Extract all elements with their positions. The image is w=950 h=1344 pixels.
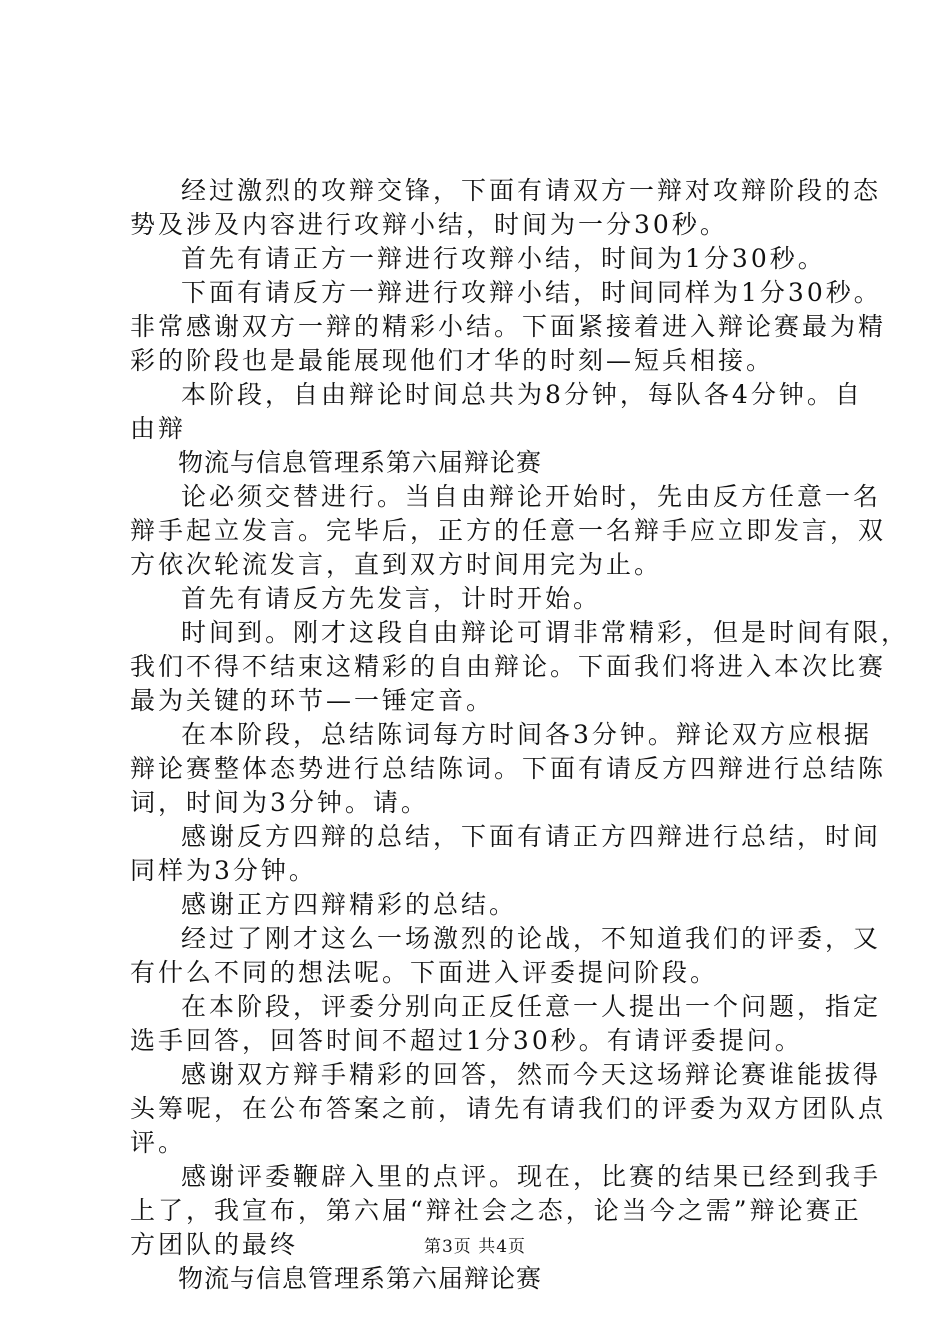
paragraph-line: 首先有请反方先发言，计时开始。 — [181, 584, 602, 613]
paragraph-line: 评。 — [130, 1128, 187, 1157]
paragraph-line: 本阶段，自由辩论时间总共为8分钟，每队各4分钟。自 — [181, 380, 863, 409]
paragraph-line: 头筹呢，在公布答案之前，请先有请我们的评委为双方团队点 — [130, 1094, 887, 1123]
paragraph-line: 词，时间为3分钟。请。 — [130, 788, 429, 817]
paragraph-line: 经过了刚才这么一场激烈的论战，不知道我们的评委，又 — [181, 924, 882, 953]
paragraph-line: 上了，我宣布，第六届“辩社会之态，论当今之需”辩论赛正 — [130, 1196, 862, 1225]
paragraph-line: 时间到。刚才这段自由辩论可谓非常精彩，但是时间有限， — [181, 618, 910, 647]
paragraph-line: 感谢评委鞭辟入里的点评。现在，比赛的结果已经到我手 — [181, 1162, 882, 1191]
paragraph-line: 选手回答，回答时间不超过1分30秒。有请评委提问。 — [130, 1026, 803, 1055]
paragraph-line: 下面有请反方一辩进行攻辩小结，时间同样为1分30秒。 — [181, 278, 882, 307]
paragraph-line: 彩的阶段也是最能展现他们才华的时刻—短兵相接。 — [130, 346, 775, 375]
running-header-line: 物流与信息管理系第六届辩论赛 — [178, 448, 543, 477]
page-footer: 第3页 共4页 — [423, 1237, 527, 1257]
paragraph-line: 在本阶段，总结陈词每方时间各3分钟。辩论双方应根据 — [181, 720, 872, 749]
paragraph-line: 方依次轮流发言，直到双方时间用完为止。 — [130, 550, 663, 579]
paragraph-line: 在本阶段，评委分别向正反任意一人提出一个问题，指定 — [181, 992, 882, 1021]
paragraph-line: 有什么不同的想法呢。下面进入评委提问阶段。 — [130, 958, 719, 987]
paragraph-line: 经过激烈的攻辩交锋，下面有请双方一辩对攻辩阶段的态 — [181, 176, 882, 205]
paragraph-line: 非常感谢双方一辩的精彩小结。下面紧接着进入辩论赛最为精 — [130, 312, 887, 341]
paragraph-line: 方团队的最终 — [130, 1230, 299, 1259]
paragraph-line: 首先有请正方一辩进行攻辩小结，时间为1分30秒。 — [181, 244, 826, 273]
paragraph-line: 最为关键的环节—一锤定音。 — [130, 686, 495, 715]
paragraph-line: 论必须交替进行。当自由辩论开始时，先由反方任意一名 — [181, 482, 882, 511]
paragraph-line: 势及涉及内容进行攻辩小结，时间为一分30秒。 — [130, 210, 728, 239]
paragraph-line: 感谢反方四辩的总结，下面有请正方四辩进行总结，时间 — [181, 822, 882, 851]
paragraph-line: 感谢双方辩手精彩的回答，然而今天这场辩论赛谁能拔得 — [181, 1060, 882, 1089]
paragraph-line: 由辩 — [130, 414, 187, 443]
paragraph-line: 辩论赛整体态势进行总结陈词。下面有请反方四辩进行总结陈 — [130, 754, 887, 783]
running-header-line: 物流与信息管理系第六届辩论赛 — [178, 1264, 543, 1293]
paragraph-line: 我们不得不结束这精彩的自由辩论。下面我们将进入本次比赛 — [130, 652, 887, 681]
paragraph-line: 辩手起立发言。完毕后，正方的任意一名辩手应立即发言，双 — [130, 516, 887, 545]
paragraph-line: 感谢正方四辩精彩的总结。 — [181, 890, 518, 919]
document-body — [130, 174, 910, 1296]
paragraph-line: 同样为3分钟。 — [130, 856, 317, 885]
